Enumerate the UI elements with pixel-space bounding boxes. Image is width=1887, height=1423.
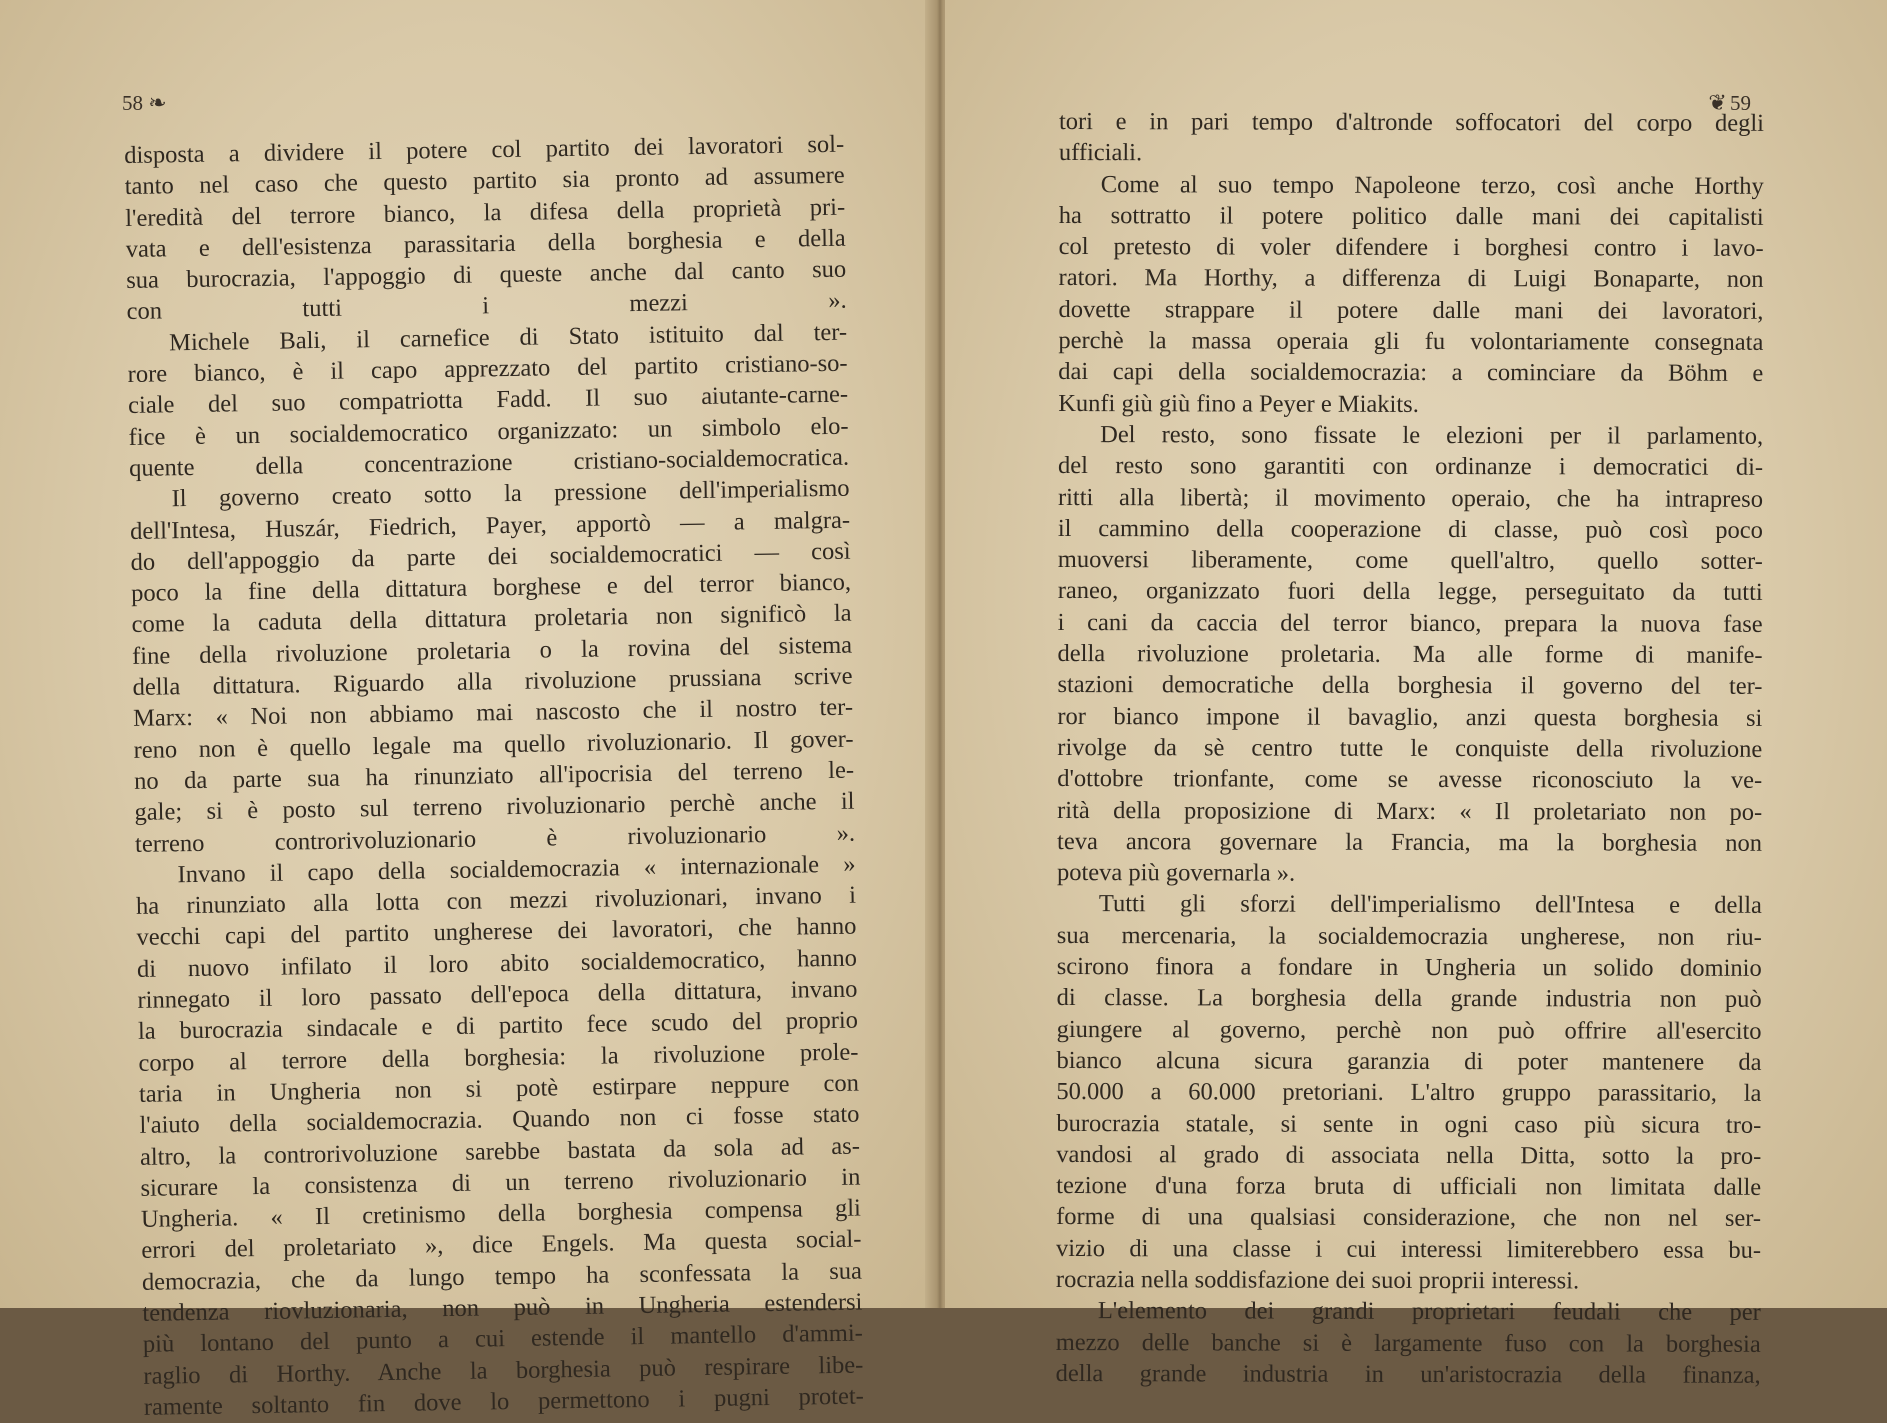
text-line: Il governo creato sotto la pressione dell'imperialismo [171,474,850,513]
text-line: vata e dell'esistenza parassitaria della borghesia e della [125,224,846,263]
text-line: ramente soltanto fin dove lo permettono i pugni protet- [143,1382,865,1421]
text-line: rocrazia nella soddisfazione dei suoi proprii interessi. [1055,1265,1580,1295]
text-line: Del resto, sono fissate le elezioni per il parlamento, [1100,421,1764,450]
text-line: tanto nel caso che questo partito sia pronto ad assumere [124,161,845,201]
text-line: errori del proletariato », dice Engels. Ma questa social- [141,1225,862,1265]
text-line: fine della rivoluzione proletaria o la rovina del sistema [131,631,853,670]
text-line: dai capi della socialdemocrazia: a cominciare da Böhm e [1058,358,1764,388]
right-page-body-text [1056,106,1764,1391]
text-line: sua burocrazia, l'appoggio di queste anche dal canto suo [125,255,847,295]
text-line: sicurare la consistenza di un terreno rivoluzionario in [140,1163,861,1202]
text-line: scirono finora a fondare in Ungheria un solido dominio [1056,953,1762,982]
text-line: ratori. Ma Horthy, a differenza di Luigi Bonaparte, non [1058,264,1764,294]
text-line: gale; si è posto sul terreno rivoluzionario perchè anche il [134,787,855,827]
text-line: l'eredità del terrore bianco, la difesa della proprietà pri- [125,193,846,232]
text-line: Invano il capo della socialdemocrazia « internazionale » [177,850,856,889]
text-line: il cammino della cooperazione di classe, può così poco [1057,514,1763,544]
page-number: 58 [122,91,143,115]
text-line: rinnegato il loro passato dell'epoca della dittatura, invano [137,975,858,1014]
text-line: raneo, organizzato fuori della legge, perseguitato da tutti [1057,577,1763,607]
text-line: ciale del suo compatriotta Fadd. Il suo aiutante-carne- [127,381,849,420]
text-line: tori e in pari tempo d'altronde soffocatori del corpo degli [1058,107,1764,137]
text-line: muoversi liberamente, come quell'altro, quello sotter- [1057,546,1763,576]
text-line: taria in Ungheria non si potè estirpare neppure con [138,1069,860,1108]
text-line: rivolge da sè centro tutte le conquiste della rivoluzione [1057,733,1763,763]
text-line: tendenza riovluzionaria, non può in Ungheria estendersi [142,1288,863,1327]
text-line: sua mercenaria, la socialdemocrazia ungherese, non riu- [1056,921,1762,951]
text-line: tezione d'una forza bruta di ufficiali non limitata dalle [1056,1172,1762,1201]
text-line: fice è un socialdemocratico organizzato: un simbolo elo- [128,412,849,451]
text-line: quente della concentrazione cristiano-socialdemocratica. [128,443,850,482]
text-line: Marx: « Noi non abbiamo mai nascosto che il nostro ter- [132,693,854,733]
text-line: bianco alcuna sicura garanzia di poter mantenere da [1056,1046,1762,1076]
text-line: dovette strappare il potere dalle mani dei lavoratori, [1058,295,1764,325]
text-line: Ungheria. « Il cretinismo della borghesia compensa gli [140,1194,862,1233]
text-line: Come al suo tempo Napoleone terzo, così anche Horthy [1100,170,1764,200]
left-page-header [122,90,165,116]
text-line: giungere al governo, perchè non può offrire all'esercito [1056,1015,1762,1045]
text-line: del resto sono garantiti con ordinanze i democratici di- [1058,452,1764,482]
text-line: vizio di una classe i cui interessi limiterebbero essa bu- [1055,1234,1762,1264]
text-line: d'ottobre trionfante, come se avesse riconosciuto la ve- [1057,765,1763,795]
text-line: ha sottratto il potere politico dalle mani dei capitalisti [1058,201,1764,231]
left-page-body-text [124,129,864,1423]
text-line: come la caduta della dittatura proletaria non significò la [131,600,852,639]
text-line: l'aiuto della socialdemocrazia. Quando non ci fosse stato [139,1100,860,1140]
text-line: di classe. La borghesia della grande industria non può [1056,984,1762,1014]
text-line: corpo al terrore della borghesia: la rivoluzione prole- [138,1038,859,1077]
text-line: ha rinunziato alla lotta con mezzi rivoluzionari, invano i [135,881,857,921]
text-line: ror bianco impone il bavaglio, anzi questa borghesia si [1057,702,1763,732]
text-line: raglio di Horthy. Anche la borghesia può respirare libe- [143,1351,864,1390]
text-line: do dell'appoggio da parte dei socialdemocratici — così [130,537,851,576]
text-line: ritti alla libertà; il movimento operaio, che ha intrapreso [1057,483,1764,513]
text-line: rore bianco, è il capo apprezzato del partito cristiano-so- [127,349,848,389]
text-line: Kunfi giù giù fino a Peyer e Miakits. [1058,389,1419,418]
text-line: burocrazia statale, si sente in ogni caso più sicura tro- [1056,1109,1762,1139]
text-line: più lontano del punto a cui estende il mantello d'ammi- [142,1319,864,1359]
text-line: L'elemento dei grandi proprietari feudali che per [1097,1297,1761,1327]
text-line: della grande industria in un'aristocrazia della finanza, [1055,1359,1761,1389]
text-line: della dittatura. Riguardo alla rivoluzione prussiana scrive [132,662,853,701]
text-line: 50.000 a 60.000 pretoriani. L'altro gruppo parassitario, la [1056,1078,1762,1108]
text-line: rità della proposizione di Marx: « Il proletariato non po- [1057,796,1763,826]
text-line: perchè la massa operaia gli fu volontariamente consegnata [1058,327,1764,356]
text-line: teva ancora governare la Francia, ma la borghesia non [1057,827,1763,857]
text-line: poco la fine della dittatura borghese e del terror bianco, [130,568,852,608]
text-line: vandosi al grado di associata nella Ditta, sotto la pro- [1056,1140,1762,1170]
text-line: democrazia, che da lungo tempo ha sconfessata la sua [141,1257,863,1296]
text-line: vecchi capi del partito ungherese dei lavoratori, che hanno [136,913,857,952]
left-page [0,0,935,1421]
text-line: Tutti gli sforzi dell'imperialismo dell'Intesa e della [1098,890,1762,920]
fleuron-icon: ❧ [148,90,165,115]
text-line: dell'Intesa, Huszár, Fiedrich, Payer, apportò — a malgra- [129,506,851,545]
text-line: la burocrazia sindacale e di partito fece scudo del proprio [137,1006,859,1046]
text-line: della rivoluzione proletaria. Ma alle forme di manife- [1057,640,1763,669]
text-line: i cani da caccia del terror bianco, prepara la nuova fase [1057,608,1763,638]
text-line: reno non è quello legale ma quello rivoluzionario. Il gover- [133,725,854,764]
text-line: ufficiali. [1058,139,1143,167]
text-line: Michele Bali, il carnefice di Stato istituito dal ter- [168,318,848,357]
right-page [945,0,1887,1389]
page-number: 59 [1730,91,1751,115]
text-line: mezzo delle banche si è largamente fuso con la borghesia [1055,1328,1761,1358]
text-line: di nuovo infilato il loro abito socialdemocratico, hanno [136,944,858,983]
text-line: disposta a dividere il potere col partito dei lavoratori sol- [124,130,845,169]
text-line: con tutti i mezzi ». [126,287,847,326]
fleuron-icon: ❦ [1708,90,1725,115]
text-line: altro, la controrivoluzione sarebbe bastata da sola ad as- [139,1132,861,1171]
text-line: no da parte sua ha rinunziato all'ipocrisia del terreno le- [133,756,855,795]
text-line: poteva più governarla ». [1056,859,1296,887]
text-line: stazioni democratiche della borghesia il governo del ter- [1057,671,1763,701]
text-line: terreno controrivoluzionario è rivoluzionario ». [134,819,856,858]
text-line: col pretesto di voler difendere i borghesi contro i lavo- [1058,233,1764,263]
text-line: forme di una qualsiasi considerazione, che non nel ser- [1056,1203,1762,1233]
